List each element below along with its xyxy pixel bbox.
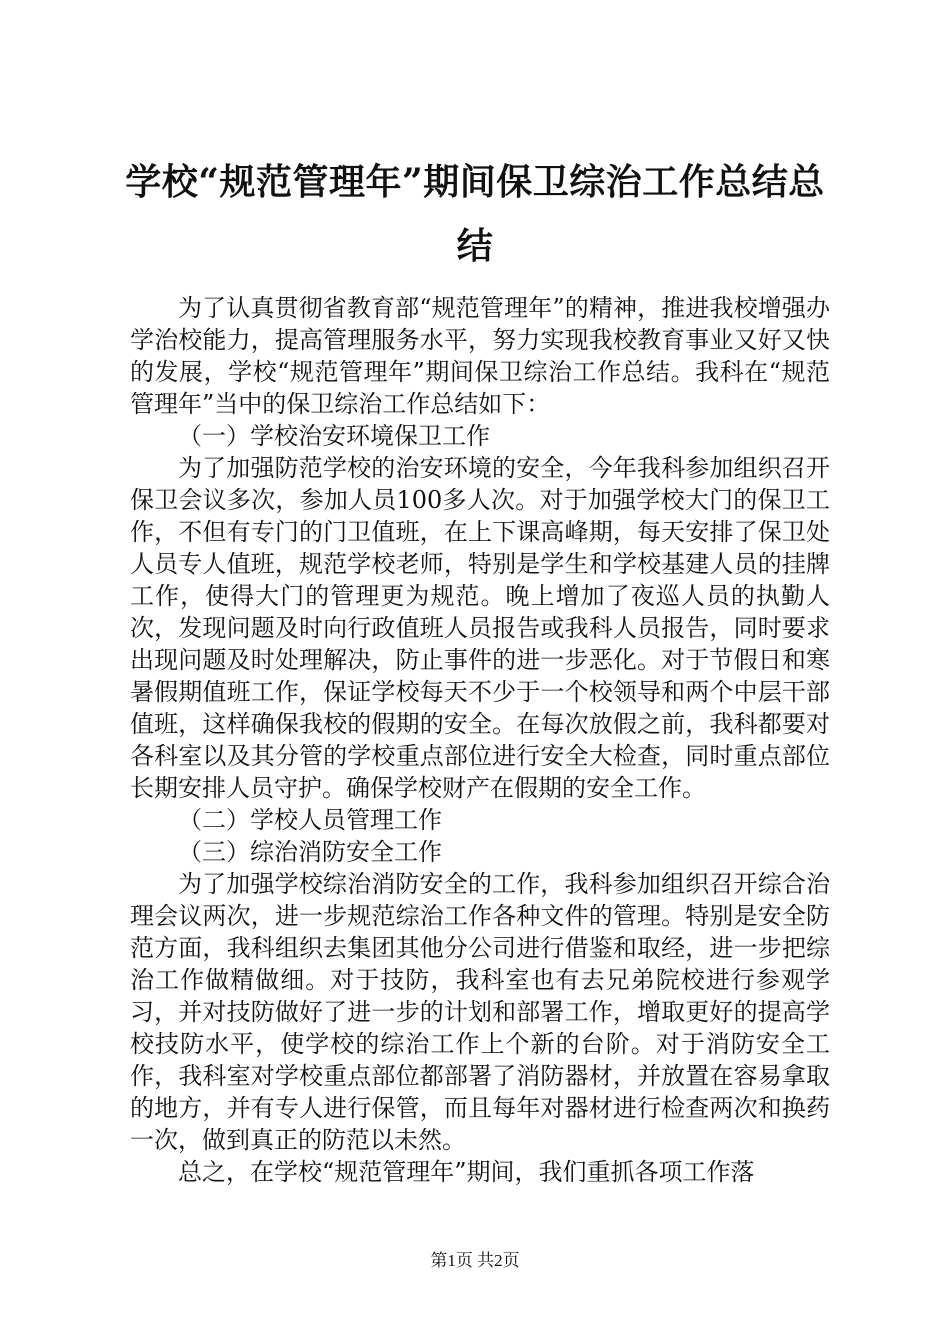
section-heading-2: （二）学校人员管理工作 (178, 806, 442, 834)
section-heading-1: （一）学校治安环境保卫工作 (178, 422, 490, 450)
page-number-footer: 第1页 共2页 (430, 1251, 520, 1270)
paragraph-fire-safety: 为了加强学校综治消防安全的工作，我科参加组织召开综合治理会议两次，进一步规范综治工作各种文件的管理。特别是安全防范方面，我科组织去集团其他分公司进行借鉴和取经，进一步把综治工作做精做细。对于技防，我科室也有去兄弟院校进行参观学习，并对技防做好了进一步的计划和部署工作，增取更好的提高学校技防水平，使学校的综治工作上个新的台阶。对于消防安全工作，我科室对学校重点部位都部署了消防器材，并放置在容易拿取的地方，并有专人进行保管，而且每年对器材进行检查两次和换药一次，做到真正的防范以未然。 (130, 870, 830, 1154)
paragraph-intro: 为了认真贯彻省教育部“规范管理年”的精神，推进我校增强办学治校能力，提高管理服务水平，努力实现我校教育事业又好又快的发展，学校“规范管理年”期间保卫综治工作总结。我科在“规范管理年”当中的保卫综治工作总结如下： (130, 294, 830, 418)
section-heading-3: （三）综治消防安全工作 (178, 838, 442, 866)
paragraph-security: 为了加强防范学校的治安环境的安全，今年我科参加组织召开保卫会议多次，参加人员100多人次。对于加强学校大门的保卫工作，不但有专门的门卫值班，在上下课高峰期，每天安排了保卫处人员专人值班，规范学校老师，特别是学生和学校基建人员的挂牌工作，使得大门的管理更为规范。晚上增加了夜巡人员的执勤人次，发现问题及时向行政值班人员报告或我科人员报告，同时要求出现问题及时处理解决，防止事件的进一步恶化。对于节假日和寒暑假期值班工作，保证学校每天不少于一个校领导和两个中层干部值班，这样确保我校的假期的安全。在每次放假之前，我科都要对各科室以及其分管的学校重点部位进行安全大检查，同时重点部位长期安排人员守护。确保学校财产在假期的安全工作。 (130, 454, 830, 802)
document-title: 学校“规范管理年”期间保卫综治工作总结总结 (125, 161, 825, 267)
document-body (130, 292, 830, 1188)
paragraph-summary: 总之，在学校“规范管理年”期间，我们重抓各项工作落 (178, 1158, 755, 1186)
